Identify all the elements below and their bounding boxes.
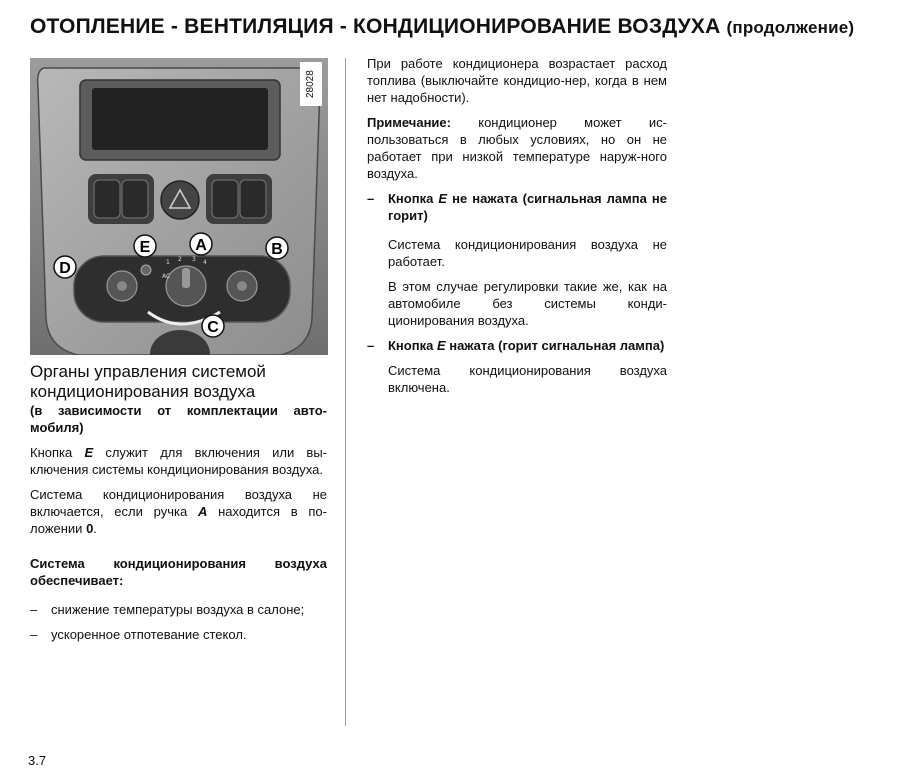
text: нажата (горит сигнальная лампа) xyxy=(445,338,665,353)
svg-text:A: A xyxy=(195,237,207,254)
text: кондиционер может ис-пользоваться в любых условиях, но он не работает при низкой температуре наруж-ного воздуха. xyxy=(367,115,667,181)
key-letter: E xyxy=(438,191,448,206)
list-item-text: снижение температуры воздуха в салоне; xyxy=(51,602,305,617)
dial-number: 1 xyxy=(166,259,170,266)
dash: – xyxy=(367,191,375,206)
title-main: ОТОПЛЕНИЕ - ВЕНТИЛЯЦИЯ - КОНДИЦИОНИРОВАНИЕ ВОЗДУХА xyxy=(30,15,721,38)
text: Система кондиционирования воздуха не включается, если ручка xyxy=(30,487,327,519)
title-suffix: (продолжение) xyxy=(726,18,855,37)
page-title xyxy=(30,15,854,39)
key-letter: E xyxy=(84,445,94,460)
dashboard-drawing xyxy=(30,58,328,355)
list-item xyxy=(30,626,327,643)
dial-number: 4 xyxy=(203,259,207,266)
paragraph-knob-a xyxy=(30,486,327,537)
section-title: Органы управления системой кондиционирования воздуха xyxy=(30,362,266,401)
section-note: (в зависимости от комплектации авто-мобиля) xyxy=(30,403,327,435)
list-item xyxy=(30,601,327,618)
case-off-text: Система кондиционирования воздуха не работает. xyxy=(388,237,667,269)
dash: – xyxy=(30,602,38,617)
text: не нажата (сигнальная лампа не горит) xyxy=(388,191,667,223)
dial-number: 2 xyxy=(178,256,182,263)
svg-text:D: D xyxy=(59,260,71,277)
case-off-text: В этом случае регулировки такие же, как на автомобиле без системы конди-ционирования воздуха. xyxy=(388,279,667,328)
note-paragraph xyxy=(367,114,667,182)
ac-label: AC xyxy=(162,273,171,280)
left-column xyxy=(30,362,327,643)
case-on-text: Система кондиционирования воздуха включена. xyxy=(388,363,667,395)
callout-c xyxy=(202,315,224,337)
list-item-text: ускоренное отпотевание стекол. xyxy=(51,627,247,642)
provides-title: Система кондиционирования воздуха обеспечивает: xyxy=(30,556,327,588)
text: служит для включения или вы-ключения системы кондиционирования воздуха. xyxy=(30,445,328,477)
fuel-paragraph: При работе кондиционера возрастает расход топлива (выключайте кондицио-нер, когда в нем нет надобности). xyxy=(367,56,667,105)
note-label: Примечание: xyxy=(367,115,451,130)
right-column xyxy=(367,55,667,396)
case-on-heading xyxy=(367,337,667,354)
text: Кнопка xyxy=(388,338,437,353)
key-letter: E xyxy=(436,338,446,353)
svg-text:E: E xyxy=(139,239,151,256)
figure-code: 28028 xyxy=(300,62,322,106)
text: Кнопка xyxy=(388,191,439,206)
callout-b xyxy=(266,237,288,259)
callout-e xyxy=(134,235,156,257)
dash: – xyxy=(30,627,38,642)
dial-number: 3 xyxy=(192,256,196,263)
text: . xyxy=(93,521,97,536)
callout-a xyxy=(190,233,212,255)
text: находится в по-ложении xyxy=(30,504,327,536)
page-number: 3.7 xyxy=(28,753,47,768)
svg-text:C: C xyxy=(207,319,219,336)
key-letter: A xyxy=(197,504,208,519)
paragraph-button-e xyxy=(30,444,327,478)
text: Кнопка xyxy=(30,445,85,460)
case-off-heading xyxy=(367,190,667,224)
position-value: 0 xyxy=(86,521,94,536)
column-divider xyxy=(345,58,346,726)
dash: – xyxy=(367,338,375,353)
svg-text:B: B xyxy=(271,241,283,258)
callout-d xyxy=(54,256,76,278)
dashboard-illustration xyxy=(30,58,328,355)
